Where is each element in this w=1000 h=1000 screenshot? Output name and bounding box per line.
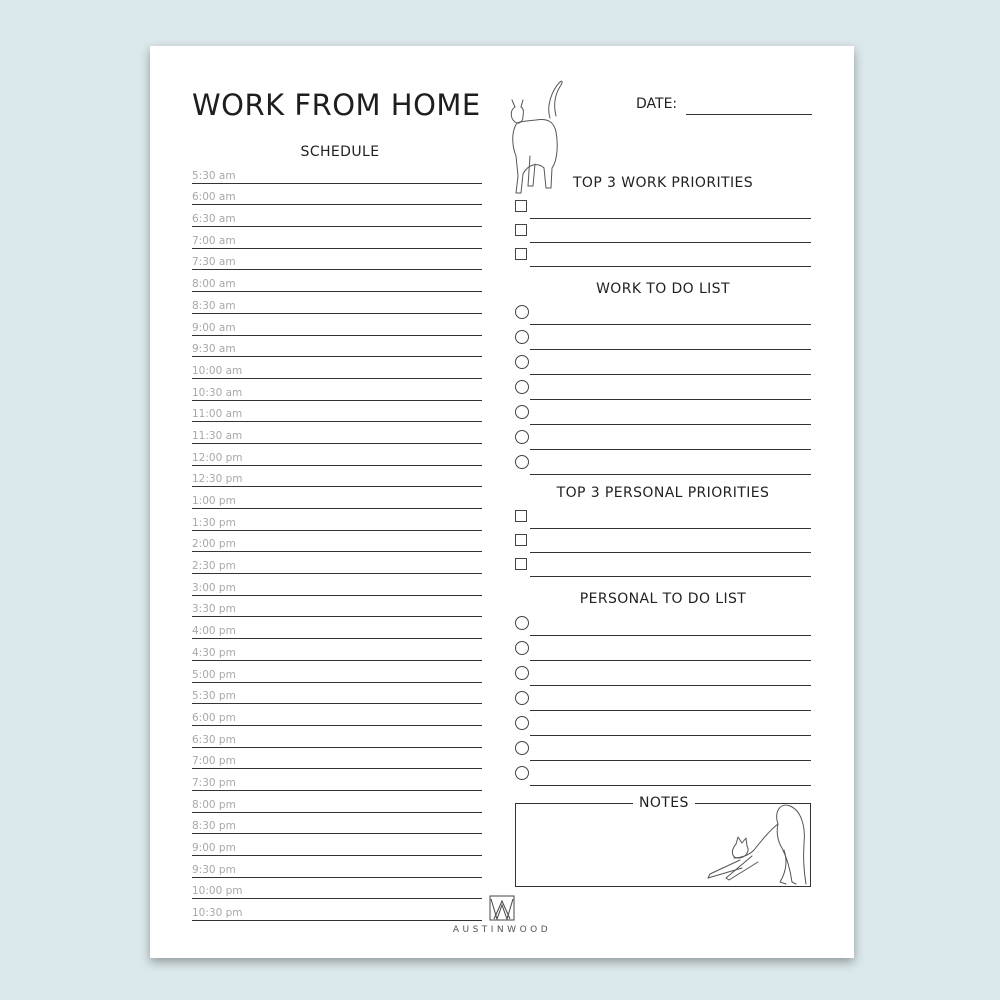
work-todo-list xyxy=(515,301,811,476)
schedule-time: 4:00 pm xyxy=(192,625,236,638)
write-line xyxy=(530,528,811,529)
date-field[interactable] xyxy=(636,94,812,118)
todo-circle[interactable] xyxy=(515,716,529,730)
brand-name: AUSTINWOOD xyxy=(452,925,552,935)
schedule-time: 8:00 pm xyxy=(192,798,236,811)
todo-circle[interactable] xyxy=(515,616,529,630)
stretching-cat-icon xyxy=(696,788,810,886)
write-line xyxy=(530,324,811,325)
write-line xyxy=(530,685,811,686)
work-todo-row[interactable] xyxy=(515,326,811,351)
schedule-time: 7:00 pm xyxy=(192,755,236,768)
schedule-row[interactable] xyxy=(192,314,482,336)
schedule-time: 7:30 pm xyxy=(192,776,236,789)
schedule-row[interactable] xyxy=(192,552,482,574)
write-line xyxy=(530,424,811,425)
schedule-time: 9:30 pm xyxy=(192,863,236,876)
schedule-time: 8:30 am xyxy=(192,299,236,312)
personal-todo-row[interactable] xyxy=(515,662,811,687)
personal-todo-row[interactable] xyxy=(515,612,811,637)
checkbox[interactable] xyxy=(515,224,527,236)
todo-circle[interactable] xyxy=(515,430,529,444)
work-priority-row[interactable] xyxy=(515,220,811,244)
write-line xyxy=(530,635,811,636)
schedule-row[interactable] xyxy=(192,270,482,292)
schedule-row[interactable] xyxy=(192,422,482,444)
checkbox[interactable] xyxy=(515,534,527,546)
schedule-row[interactable] xyxy=(192,683,482,705)
schedule-row[interactable] xyxy=(192,704,482,726)
write-line xyxy=(530,399,811,400)
page-title: WORK FROM HOME xyxy=(192,88,481,122)
schedule-time: 5:30 am xyxy=(192,169,236,182)
schedule-time: 2:30 pm xyxy=(192,560,236,573)
schedule-row[interactable] xyxy=(192,205,482,227)
write-line xyxy=(530,349,811,350)
work-priority-row[interactable] xyxy=(515,244,811,268)
write-line xyxy=(530,218,811,219)
todo-circle[interactable] xyxy=(515,666,529,680)
schedule-row[interactable] xyxy=(192,466,482,488)
schedule-time: 7:30 am xyxy=(192,256,236,269)
checkbox[interactable] xyxy=(515,558,527,570)
schedule-time: 3:00 pm xyxy=(192,581,236,594)
schedule-time: 11:30 am xyxy=(192,429,243,442)
personal-todo-list xyxy=(515,612,811,787)
write-line xyxy=(530,785,811,786)
brand-logo xyxy=(150,895,854,935)
todo-circle[interactable] xyxy=(515,455,529,469)
work-todo-row[interactable] xyxy=(515,451,811,476)
schedule-row[interactable] xyxy=(192,856,482,878)
write-line xyxy=(530,735,811,736)
schedule-time: 10:00 am xyxy=(192,364,243,377)
write-line xyxy=(530,266,811,267)
personal-todo-heading: PERSONAL TO DO LIST xyxy=(579,591,747,607)
schedule-heading: SCHEDULE xyxy=(300,144,380,160)
schedule-row[interactable] xyxy=(192,834,482,856)
schedule-row[interactable] xyxy=(192,509,482,531)
schedule-time: 5:30 pm xyxy=(192,690,236,703)
schedule-list xyxy=(192,162,482,921)
schedule-time: 7:00 am xyxy=(192,234,236,247)
personal-priorities-heading: TOP 3 PERSONAL PRIORITIES xyxy=(556,485,770,501)
notes-box[interactable] xyxy=(515,795,811,887)
todo-circle[interactable] xyxy=(515,691,529,705)
schedule-time: 6:30 pm xyxy=(192,733,236,746)
write-line xyxy=(530,474,811,475)
personal-todo-row[interactable] xyxy=(515,637,811,662)
write-line xyxy=(530,449,811,450)
schedule-row[interactable] xyxy=(192,769,482,791)
schedule-row[interactable] xyxy=(192,791,482,813)
schedule-row[interactable] xyxy=(192,639,482,661)
schedule-time: 9:30 am xyxy=(192,343,236,356)
work-todo-row[interactable] xyxy=(515,301,811,326)
write-line xyxy=(530,710,811,711)
schedule-time: 10:30 pm xyxy=(192,907,243,920)
personal-priority-row[interactable] xyxy=(515,554,811,578)
checkbox[interactable] xyxy=(515,200,527,212)
schedule-row[interactable] xyxy=(192,487,482,509)
schedule-time: 9:00 am xyxy=(192,321,236,334)
schedule-row[interactable] xyxy=(192,661,482,683)
schedule-row[interactable] xyxy=(192,357,482,379)
schedule-row[interactable] xyxy=(192,336,482,358)
schedule-time: 12:30 pm xyxy=(192,473,243,486)
schedule-time: 4:30 pm xyxy=(192,646,236,659)
schedule-row[interactable] xyxy=(192,531,482,553)
personal-priority-row[interactable] xyxy=(515,530,811,554)
todo-circle[interactable] xyxy=(515,355,529,369)
schedule-row[interactable] xyxy=(192,292,482,314)
schedule-time: 6:30 am xyxy=(192,213,236,226)
personal-priority-row[interactable] xyxy=(515,506,811,530)
schedule-row[interactable] xyxy=(192,249,482,271)
todo-circle[interactable] xyxy=(515,641,529,655)
todo-circle[interactable] xyxy=(515,380,529,394)
schedule-time: 10:30 am xyxy=(192,386,243,399)
personal-todo-row[interactable] xyxy=(515,687,811,712)
schedule-time: 12:00 pm xyxy=(192,451,243,464)
schedule-row[interactable] xyxy=(192,813,482,835)
personal-priorities-list xyxy=(515,506,811,578)
personal-todo-row[interactable] xyxy=(515,712,811,737)
schedule-row[interactable] xyxy=(192,162,482,184)
schedule-time: 1:00 pm xyxy=(192,495,236,507)
todo-circle[interactable] xyxy=(515,766,529,780)
write-line xyxy=(530,374,811,375)
work-todo-row[interactable] xyxy=(515,376,811,401)
schedule-time: 2:00 pm xyxy=(192,538,236,551)
schedule-time: 6:00 am xyxy=(192,191,236,204)
work-todo-row[interactable] xyxy=(515,426,811,451)
write-line xyxy=(530,760,811,761)
schedule-time: 11:00 am xyxy=(192,408,243,421)
todo-circle[interactable] xyxy=(515,330,529,344)
schedule-time: 3:30 pm xyxy=(192,603,236,616)
date-line xyxy=(686,114,812,115)
work-todo-row[interactable] xyxy=(515,351,811,376)
checkbox[interactable] xyxy=(515,510,527,522)
planner-sheet xyxy=(150,46,854,958)
personal-todo-row[interactable] xyxy=(515,762,811,787)
schedule-row[interactable] xyxy=(192,379,482,401)
schedule-time: 10:00 pm xyxy=(192,885,243,898)
schedule-time: 8:30 pm xyxy=(192,820,236,833)
schedule-row[interactable] xyxy=(192,617,482,639)
schedule-row[interactable] xyxy=(192,184,482,206)
schedule-time: 9:00 pm xyxy=(192,842,236,854)
schedule-time: 8:00 am xyxy=(192,278,236,291)
work-priority-row[interactable] xyxy=(515,196,811,220)
schedule-time: 1:30 pm xyxy=(192,516,236,529)
personal-todo-row[interactable] xyxy=(515,737,811,762)
work-priorities-heading: TOP 3 WORK PRIORITIES xyxy=(572,175,754,191)
date-label: DATE: xyxy=(636,96,678,112)
schedule-time: 6:00 pm xyxy=(192,711,236,724)
schedule-row[interactable] xyxy=(192,574,482,596)
notes-label: NOTES xyxy=(633,795,695,811)
write-line xyxy=(530,242,811,243)
write-line xyxy=(530,576,811,577)
schedule-row[interactable] xyxy=(192,444,482,466)
work-todo-heading: WORK TO DO LIST xyxy=(596,281,730,297)
work-todo-row[interactable] xyxy=(515,401,811,426)
work-priorities-list xyxy=(515,196,811,268)
schedule-row[interactable] xyxy=(192,401,482,423)
todo-circle[interactable] xyxy=(515,405,529,419)
todo-circle[interactable] xyxy=(515,305,529,319)
write-line xyxy=(530,660,811,661)
schedule-row[interactable] xyxy=(192,227,482,249)
schedule-row[interactable] xyxy=(192,726,482,748)
schedule-row[interactable] xyxy=(192,748,482,770)
checkbox[interactable] xyxy=(515,248,527,260)
schedule-time: 5:00 pm xyxy=(192,668,236,681)
schedule-row[interactable] xyxy=(192,596,482,618)
write-line xyxy=(530,552,811,553)
austinwood-logo-icon xyxy=(489,895,515,921)
todo-circle[interactable] xyxy=(515,741,529,755)
